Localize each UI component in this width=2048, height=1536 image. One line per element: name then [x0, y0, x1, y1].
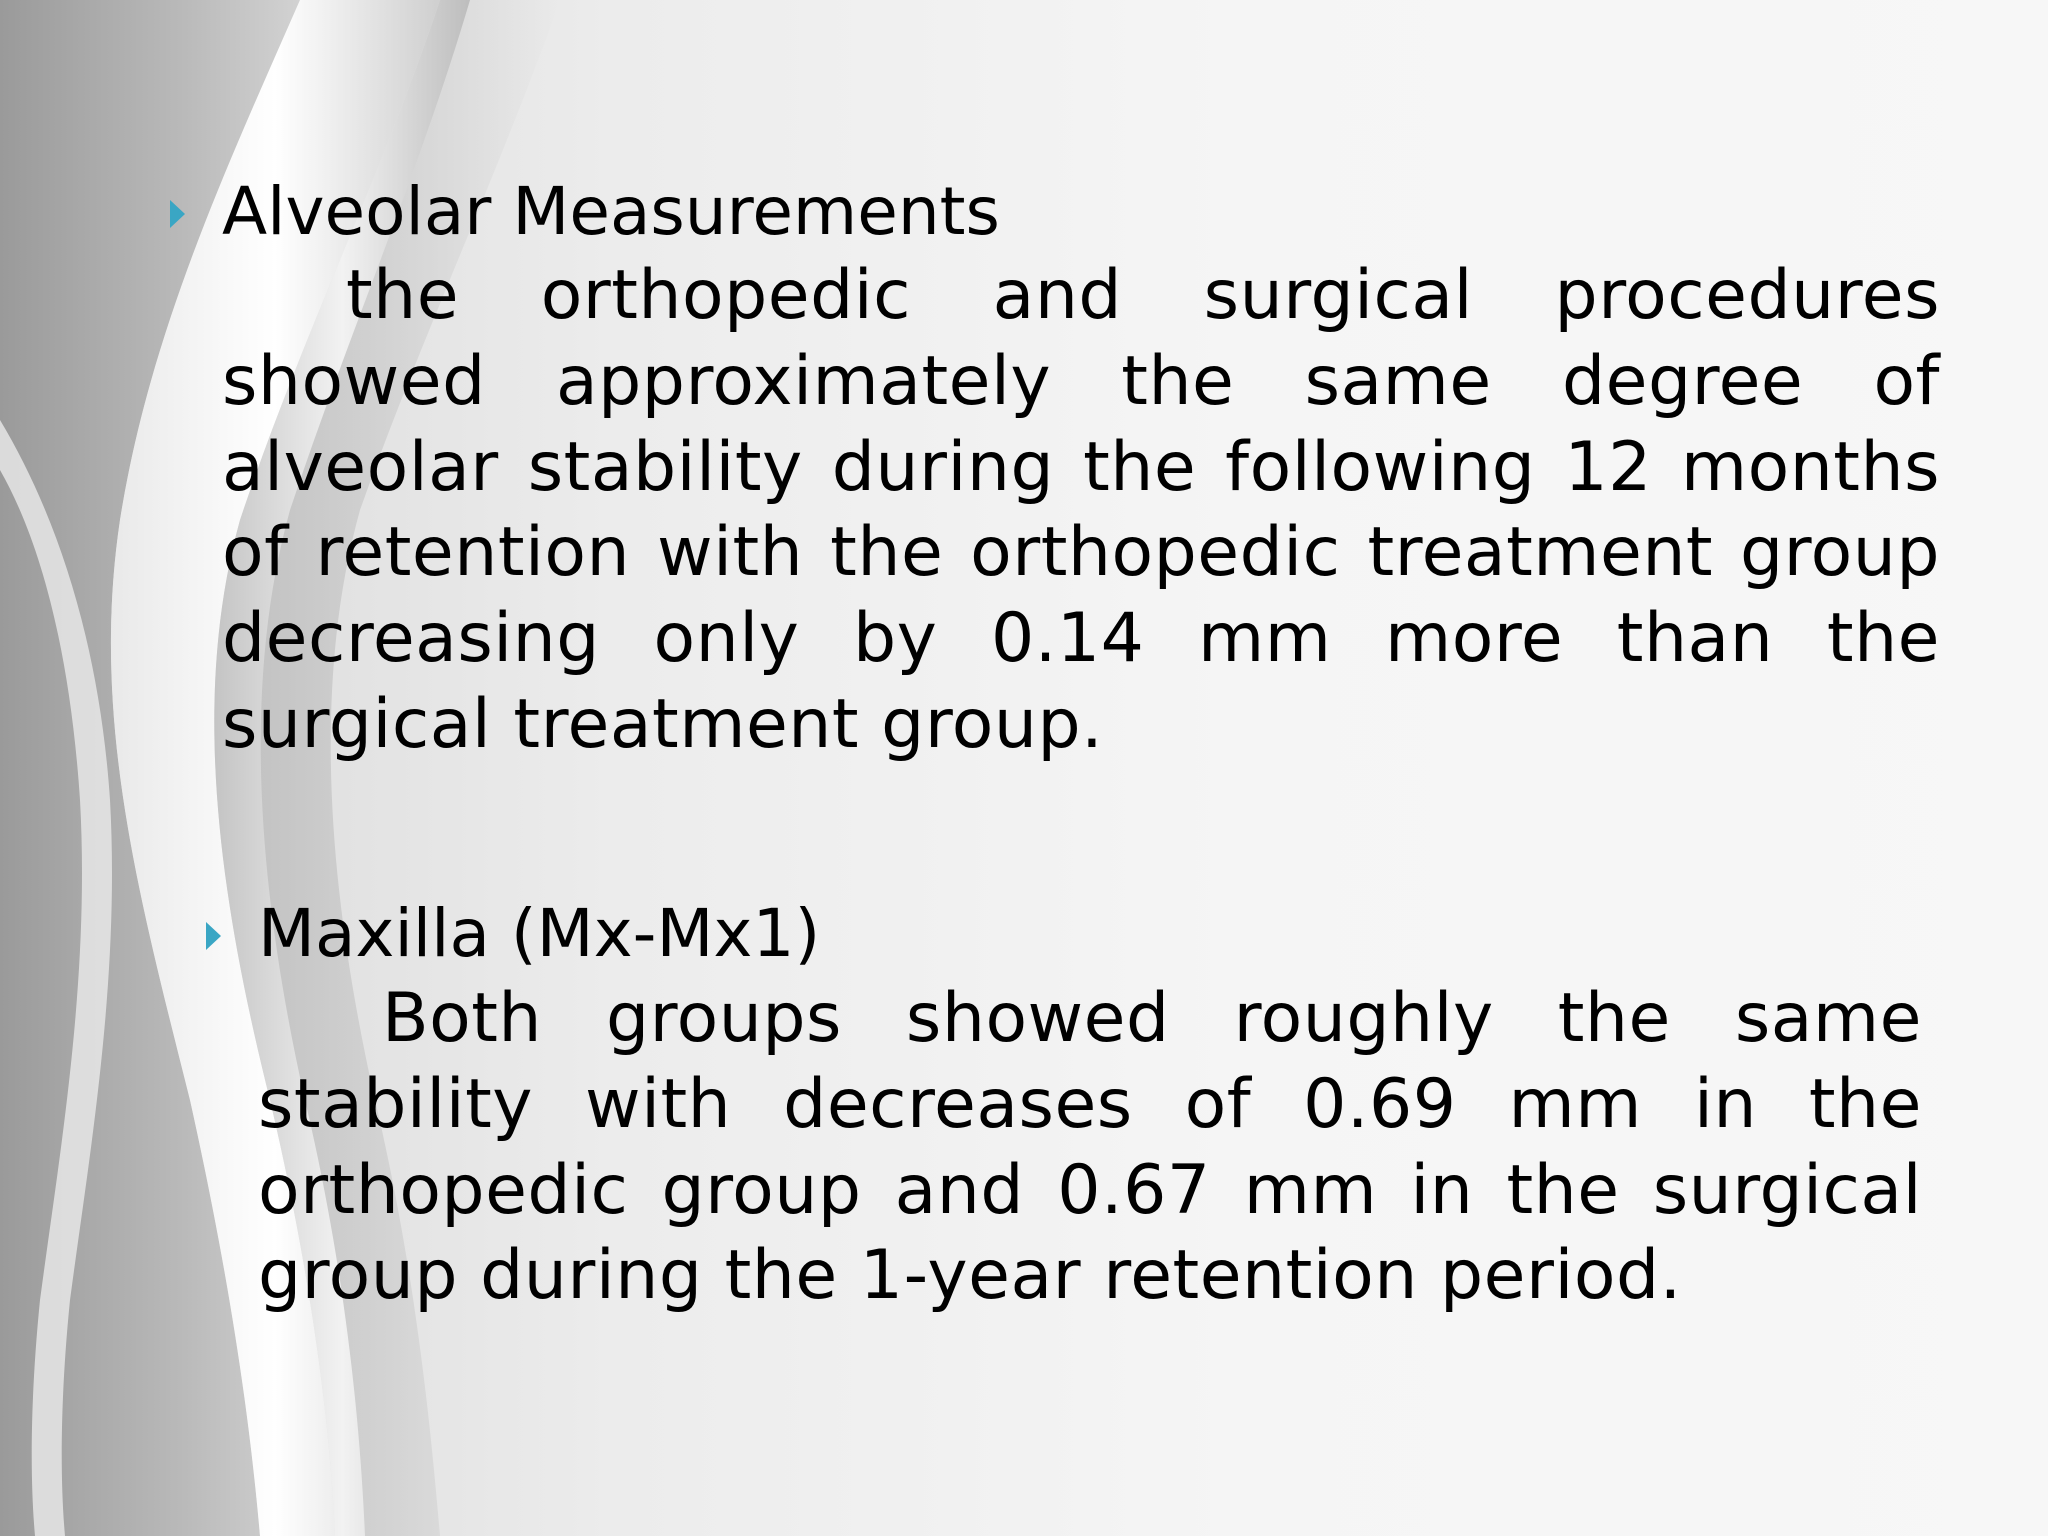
section-heading-text: Maxilla (Mx-Mx1): [258, 895, 821, 972]
triangle-right-icon: [206, 922, 221, 950]
section-heading: [222, 172, 1940, 252]
section-heading-text: Alveolar Measurements: [222, 173, 1000, 250]
triangle-right-icon: [170, 200, 185, 228]
section-body: the orthopedic and surgical procedures showed approximately the same degree of alveolar stability during the following 12 months of retention with the orthopedic treatment group decreasing only by 0.14 mm more than the surgical treatment group.: [222, 256, 1940, 764]
section-body: Both groups showed roughly the same stability with decreases of 0.69 mm in the orthopedic group and 0.67 mm in the surgical group during the 1-year retention period.: [258, 979, 1922, 1316]
section-alveolar-measurements: [222, 172, 1940, 768]
section-maxilla: [258, 894, 1922, 1319]
section-heading: [258, 894, 1922, 974]
